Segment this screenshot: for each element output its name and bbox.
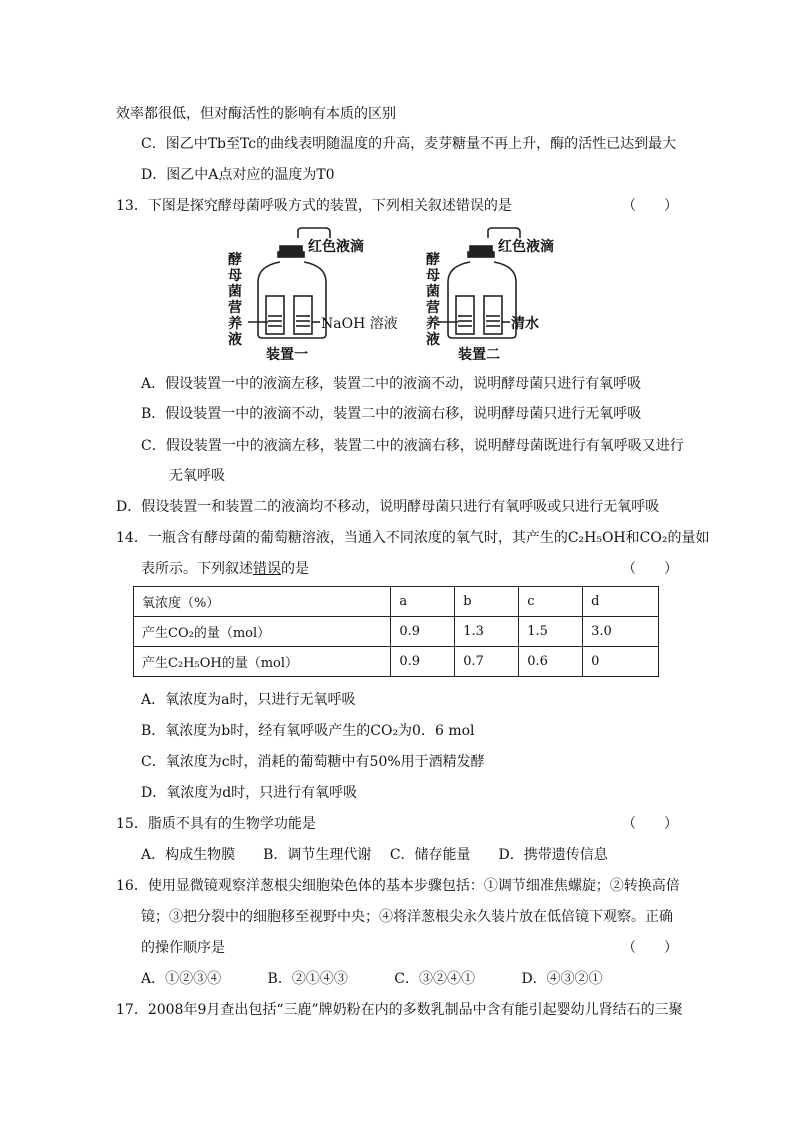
question-16-continued: 镜；③把分裂中的细胞移至视野中央；④将洋葱根尖永久装片放在低倍镜下观察。正确 — [141, 909, 673, 925]
side-char: 养 — [228, 316, 242, 332]
side-char: 液 — [228, 332, 242, 348]
side-char: 菌 — [426, 284, 440, 300]
table-cell: 氧浓度（%） — [134, 587, 391, 617]
side-char: 营 — [426, 300, 440, 316]
option-b: B．氧浓度为b时，经有氧呼吸产生的CO₂为0．6 mol — [141, 723, 475, 739]
side-char: 酵 — [228, 252, 242, 268]
table-cell: a — [391, 587, 455, 617]
device-two-solution-label: 清水 — [511, 316, 539, 332]
oxygen-table — [133, 586, 659, 677]
answer-paren: （ ） — [622, 198, 678, 214]
question-17: 17．2008年9月查出包括“三鹿”牌奶粉在内的多数乳制品中含有能引起婴幼儿肾结石的三聚 — [116, 1002, 683, 1018]
device-one-side-label — [228, 252, 244, 348]
option-c: C．氧浓度为c时，消耗的葡萄糖中有50%用于酒精发酵 — [141, 754, 485, 770]
question-16: 16．使用显微镜观察洋葱根尖细胞染色体的基本步骤包括：①调节细准焦螺旋；②转换高倍 — [116, 878, 680, 894]
question-15-options: A．构成生物膜 B．调节生理代谢 C．储存能量 D．携带遗传信息 — [141, 847, 608, 863]
question-16-continued: 的操作顺序是 — [141, 940, 225, 956]
table-cell: 0 — [583, 647, 659, 677]
table-cell: 产生CO₂的量（mol） — [134, 617, 391, 647]
table-cell: 0.7 — [455, 647, 519, 677]
option-c-continued: 无氧呼吸 — [169, 468, 225, 484]
question-15: 15．脂质不具有的生物学功能是 — [116, 816, 316, 832]
table-cell: 3.0 — [583, 617, 659, 647]
option-a: A．假设装置一中的液滴左移，装置二中的液滴不动，说明酵母菌只进行有氧呼吸 — [141, 376, 642, 392]
side-char: 母 — [228, 268, 242, 284]
text-segment: 表所示。下列叙述 — [141, 561, 253, 577]
table-cell: 0.9 — [391, 617, 455, 647]
table-cell: 0.6 — [519, 647, 583, 677]
apparatus-figure — [220, 226, 580, 366]
table-cell: 0.9 — [391, 647, 455, 677]
table-cell: 1.5 — [519, 617, 583, 647]
device-two-drop-label: 红色液滴 — [498, 239, 554, 255]
table-cell: 1.3 — [455, 617, 519, 647]
table-cell: c — [519, 587, 583, 617]
side-char: 酵 — [426, 252, 440, 268]
option-c: C．假设装置一中的液滴左移，装置二中的液滴右移，说明酵母菌既进行有氧呼吸又进行 — [141, 438, 684, 454]
option-d: D．图乙中A点对应的温度为T0 — [141, 167, 335, 183]
table-row — [134, 587, 659, 617]
device-two-caption: 装置二 — [458, 347, 500, 363]
option-d: D．氧浓度为d时，只进行有氧呼吸 — [141, 785, 358, 801]
question-14: 14．一瓶含有酵母菌的葡萄糖溶液，当通入不同浓度的氧气时，其产生的C₂H₅OH和CO₂的量如 — [116, 530, 710, 546]
option-d: D．假设装置一和装置二的液滴均不移动，说明酵母菌只进行有氧呼吸或只进行无氧呼吸 — [116, 499, 660, 515]
device-one-solution-label: NaOH 溶液 — [321, 316, 398, 332]
side-char: 菌 — [228, 284, 242, 300]
text-segment: 的是 — [281, 561, 309, 577]
side-char: 养 — [426, 316, 440, 332]
device-one-drop-label: 红色液滴 — [308, 239, 364, 255]
table-row — [134, 617, 659, 647]
side-char: 母 — [426, 268, 440, 284]
table-cell: b — [455, 587, 519, 617]
table-cell: 产生C₂H₅OH的量（mol） — [134, 647, 391, 677]
underlined-text: 错误 — [253, 561, 281, 577]
device-one-caption: 装置一 — [266, 347, 308, 363]
question-13: 13．下图是探究酵母菌呼吸方式的装置，下列相关叙述错误的是 — [116, 198, 512, 214]
table-row — [134, 647, 659, 677]
text-line: 效率都很低，但对酶活性的影响有本质的区别 — [116, 106, 396, 122]
answer-paren: （ ） — [622, 561, 678, 577]
answer-paren: （ ） — [622, 816, 678, 832]
answer-paren: （ ） — [622, 940, 678, 956]
question-16-options: A．①②③④ B．②①④③ C．③②④① D．④③②① — [141, 971, 603, 987]
table-cell: d — [583, 587, 659, 617]
side-char: 液 — [426, 332, 440, 348]
side-char: 营 — [228, 300, 242, 316]
device-two-side-label — [426, 252, 442, 348]
question-14-continued — [141, 559, 309, 579]
option-a: A．氧浓度为a时，只进行无氧呼吸 — [141, 692, 356, 708]
option-c: C．图乙中Tb至Tc的曲线表明随温度的升高，麦芽糖量不再上升，酶的活性已达到最大 — [141, 136, 677, 152]
option-b: B．假设装置一中的液滴不动，装置二中的液滴右移，说明酵母菌只进行无氧呼吸 — [141, 406, 642, 422]
